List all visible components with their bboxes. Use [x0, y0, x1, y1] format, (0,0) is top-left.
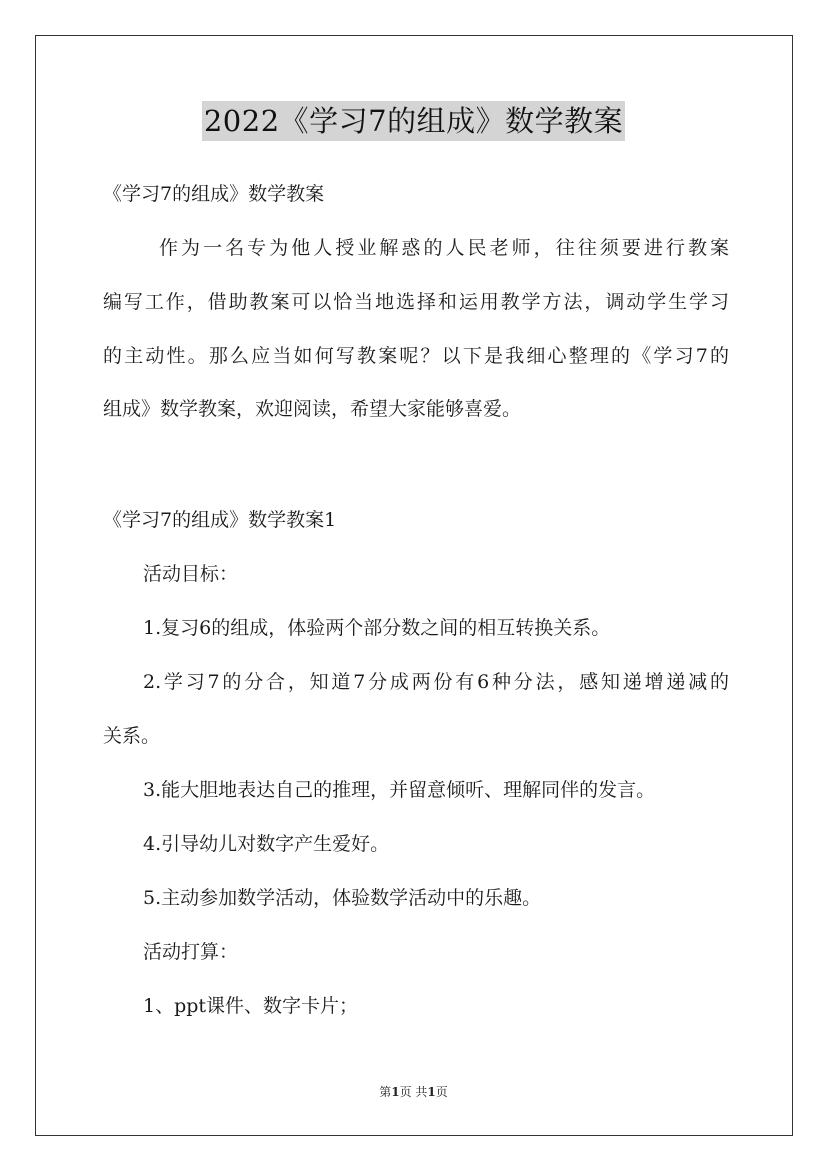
footer-page-prefix: 第 — [379, 1085, 392, 1099]
footer-page-total: 1 — [427, 1085, 436, 1099]
goal-item-4: 4.引导幼儿对数字产生爱好。 — [143, 833, 390, 855]
prep-item-1: 1、ppt课件、数字卡片； — [143, 995, 359, 1017]
goal-item-1: 1.复习6的组成，体验两个部分数之间的相互转换关系。 — [143, 617, 611, 639]
goal-item-3: 3.能大胆地表达自己的推理，并留意倾听、理解同伴的发言。 — [143, 779, 656, 801]
footer-page-mid: 页 共 — [399, 1085, 428, 1099]
section-heading: 《学习7的组成》数学教案1 — [103, 509, 337, 531]
intro-line-3: 的主动性。那么应当如何写教案呢？以下是我细心整理的《学习7的 — [103, 345, 729, 367]
footer-page-suffix: 页 — [435, 1085, 448, 1099]
footer-page-current: 1 — [391, 1085, 400, 1099]
intro-line-2: 编写工作，借助教案可以恰当地选择和运用教学方法，调动学生学习 — [103, 291, 729, 313]
prep-heading: 活动打算： — [143, 941, 239, 963]
intro-line-1: 作为一名专为他人授业解惑的人民老师，往往须要进行教案 — [159, 237, 729, 259]
goal-item-5: 5.主动参加数学活动，体验数学活动中的乐趣。 — [143, 887, 542, 909]
goal-item-2-line-1: 2.学习7的分合，知道7分成两份有6种分法，感知递增递减的 — [143, 671, 729, 693]
title-container — [0, 101, 827, 141]
document-title: 2022《学习7的组成》数学教案 — [202, 101, 625, 141]
intro-line-4: 组成》数学教案，欢迎阅读，希望大家能够喜爱。 — [103, 398, 522, 420]
goal-item-2-line-2: 关系。 — [103, 725, 161, 747]
goals-heading: 活动目标： — [143, 563, 239, 585]
page-footer — [0, 1084, 827, 1100]
document-subtitle: 《学习7的组成》数学教案 — [103, 183, 325, 205]
